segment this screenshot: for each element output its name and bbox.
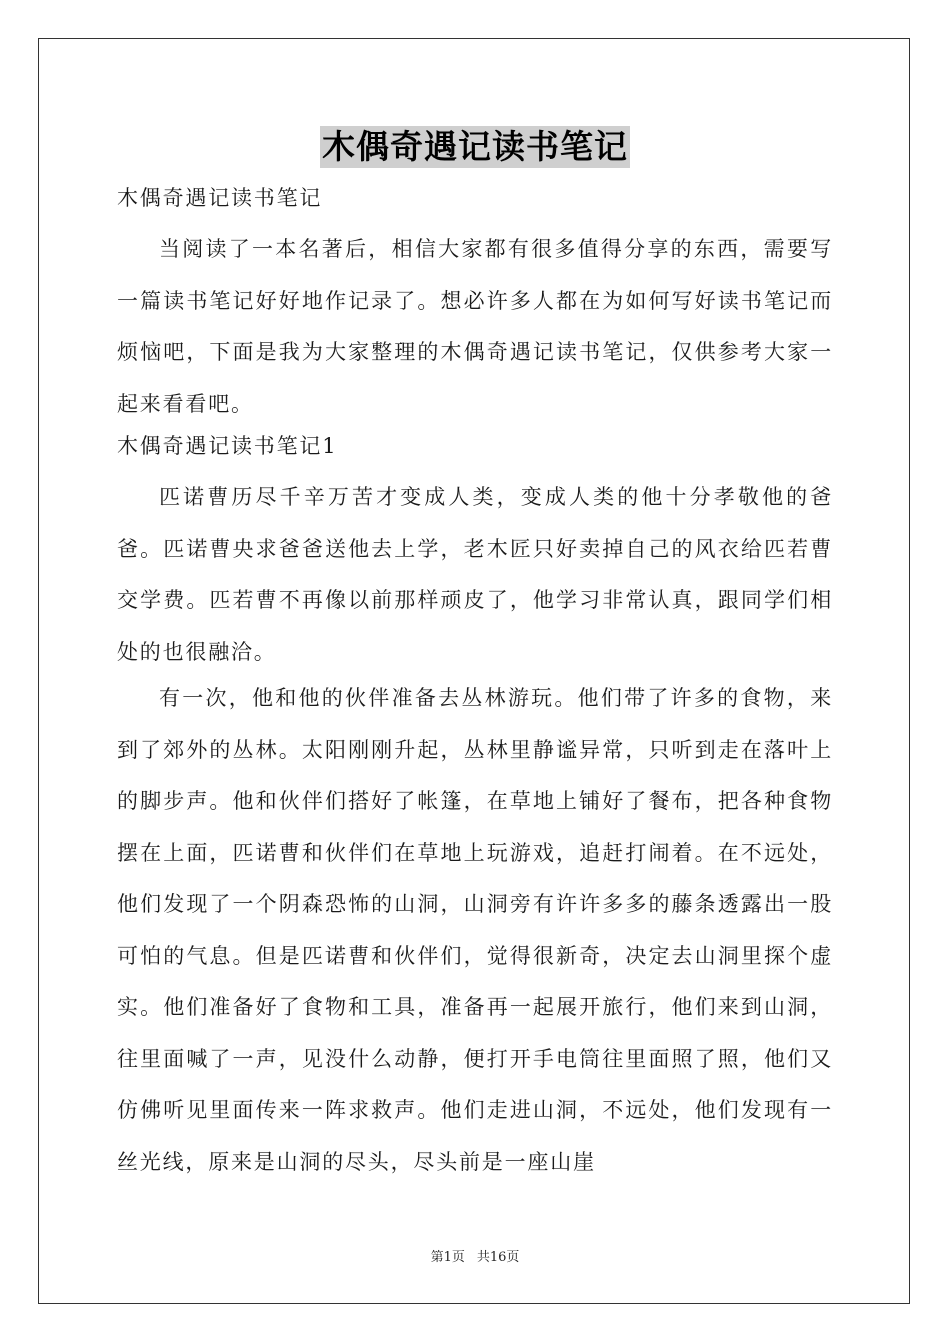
page-footer [0, 1246, 950, 1265]
document-title-text: 木偶奇遇记读书笔记 [322, 127, 628, 166]
page-number-current: 第1页 [430, 1250, 465, 1265]
document-subtitle: 木偶奇遇记读书笔记 [117, 186, 323, 210]
body-paragraph-2: 有一次，他和他的伙伴准备去丛林游玩。他们带了许多的食物，来到了郊外的丛林。太阳刚刚升起，丛林里静谧异常，只听到走在落叶上的脚步声。他和伙伴们搭好了帐篷，在草地上铺好了餐布，把各种食物摆在上面，匹诺曹和伙伴们在草地上玩游戏，追赶打闹着。在不远处，他们发现了一个阴森恐怖的山洞，山洞旁有许许多多的藤条透露出一股可怕的气息。但是匹诺曹和伙伴们，觉得很新奇，决定去山洞里探个虚实。他们准备好了食物和工具，准备再一起展开旅行，他们来到山洞，往里面喊了一声，见没什么动静，便打开手电筒往里面照了照，他们又仿佛听见里面传来一阵求救声。他们走进山洞，不远处，他们发现有一丝光线，原来是山洞的尽头，尽头前是一座山崖 [117, 686, 833, 1174]
section-heading: 木偶奇遇记读书笔记1 [117, 434, 338, 458]
document-title [117, 126, 833, 168]
intro-paragraph: 当阅读了一本名著后，相信大家都有很多值得分享的东西，需要写一篇读书笔记好好地作记录了。想必许多人都在为如何写好读书笔记而烦恼吧，下面是我为大家整理的木偶奇遇记读书笔记，仅供参考大家一起来看看吧。 [117, 237, 833, 416]
page-number-total: 共16页 [476, 1250, 520, 1265]
body-paragraph-1: 匹诺曹历尽千辛万苦才变成人类，变成人类的他十分孝敬他的爸爸。匹诺曹央求爸爸送他去上学，老木匠只好卖掉自己的风衣给匹若曹交学费。匹若曹不再像以前那样顽皮了，他学习非常认真，跟同学们相处的也很融洽。 [117, 485, 833, 664]
